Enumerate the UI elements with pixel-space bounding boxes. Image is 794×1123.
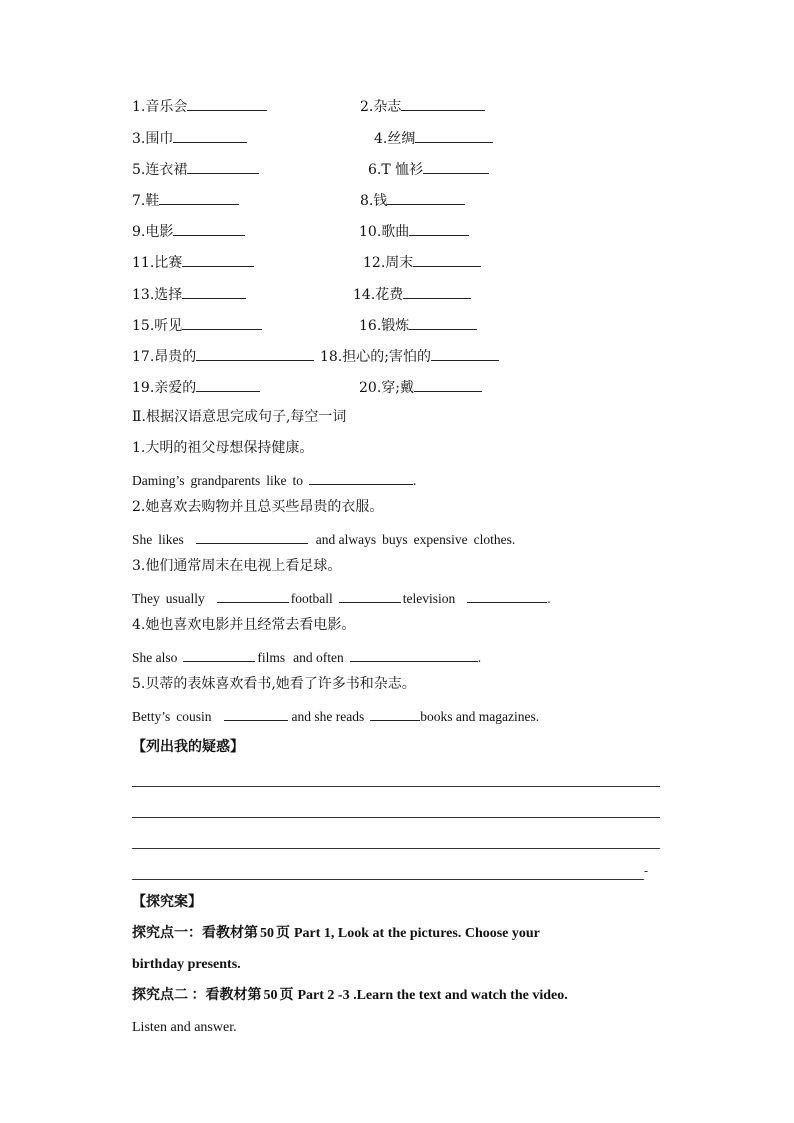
word: football [290,591,333,606]
vocab-item [360,188,465,212]
vocab-item [132,313,262,337]
vocab-row [132,94,692,116]
vocab-row [132,157,692,179]
answer-blank[interactable] [173,219,245,236]
answer-blank[interactable] [182,250,254,267]
word: Daming’s [132,473,185,488]
vocab-item [359,219,469,243]
question-cn: 3.他们通常周末在电视上看足球。 [132,558,342,574]
explore-point-1 [132,923,546,945]
vocab-item [368,157,489,181]
vocab-label: 18.担心的;害怕的 [320,349,431,365]
explore-point-2-cont: Listen and answer. [132,1020,237,1035]
vocab-label: 10.歌曲 [359,224,410,240]
vocab-item [363,250,481,274]
vocab-label: 11.比赛 [132,255,183,271]
answer-blank[interactable] [187,157,259,174]
answer-blank[interactable] [350,645,478,662]
answer-blank[interactable] [409,313,477,330]
vocab-item [132,375,260,399]
answer-blank[interactable] [339,586,401,603]
question-cn: 2.她喜欢去购物并且总买些昂贵的衣服。 [132,499,384,515]
word: expensive [413,532,468,547]
instruction-en: Part 1, Look at the pictures. Choose your [294,926,540,941]
punctuation: . [547,591,551,606]
vocab-item [132,344,314,368]
vocab-label: 15.听见 [132,318,183,334]
vocab-item [132,282,246,306]
vocab-label: 1.音乐会 [132,99,188,115]
answer-blank[interactable] [431,344,499,361]
answer-blank[interactable] [413,250,481,267]
word: like [266,473,287,488]
label-cn: 页 [276,926,290,941]
answer-blank[interactable] [173,126,247,143]
explore-heading: 【探究案】 [132,894,202,910]
punctuation: . [477,650,482,665]
vocab-item [132,250,254,274]
word: usually [165,591,205,606]
vocab-label: 8.钱 [360,193,388,209]
vocab-label: 5.连衣裙 [132,162,188,178]
vocab-label: 16.锻炼 [359,318,410,334]
vocab-label: 20.穿;戴 [359,380,414,396]
word: and often [293,650,344,665]
answer-blank[interactable] [401,94,485,111]
word: and she reads [291,709,365,724]
explore-point-1-cont: birthday presents. [132,957,241,972]
vocab-item [359,375,482,399]
vocab-row [132,126,692,148]
vocab-item [132,219,245,243]
word: clothes. [473,532,516,547]
label-cn: 探究点一：看教材第 [132,926,258,941]
word: and always [315,532,377,547]
instruction-en: Part 2 -3 .Learn the text and watch the video. [297,988,568,1003]
vocab-label: 19.亲爱的 [132,380,197,396]
page-number: 50 [260,926,274,941]
word: films [257,650,286,665]
word: cousin [176,709,212,724]
question-en [132,704,545,728]
vocab-row [132,250,692,272]
answer-blank[interactable] [196,527,308,544]
word: to [292,473,303,488]
punctuation: . [413,473,417,488]
question-en [132,527,521,551]
vocab-label: 6.T 恤衫 [368,162,424,178]
answer-blank[interactable] [423,157,489,174]
answer-blank[interactable] [196,344,314,361]
answer-blank[interactable] [309,468,413,485]
vocab-row [132,188,692,210]
answer-blank[interactable] [187,94,267,111]
vocab-item [320,344,499,368]
answer-blank[interactable] [182,313,262,330]
section-heading: Ⅱ.根据汉语意思完成句子,每空一词 [132,409,347,425]
label-cn: 页 [279,988,294,1003]
word: Betty’s [132,709,171,724]
vocab-label: 2.杂志 [360,99,402,115]
answer-blank[interactable] [467,586,547,603]
label-cn: 探究点二 ：看教材第 [132,988,262,1003]
word: likes [158,532,184,547]
word: She also [132,650,178,665]
answer-blank[interactable] [217,586,289,603]
page-number: 50 [263,988,278,1003]
vocab-row [132,375,692,397]
question-en [132,645,487,669]
vocab-label: 17.昂贵的 [132,349,197,365]
word: buys [382,532,408,547]
question-cn: 4.她也喜欢电影并且经常去看电影。 [132,617,356,633]
question-cn: 5.贝蒂的表妹喜欢看书,她看了许多书和杂志。 [132,676,416,692]
vocab-item [360,94,485,118]
word: books and magazines. [420,709,540,724]
vocab-label: 13.选择 [132,287,183,303]
vocab-item [374,126,493,150]
vocab-item [353,282,471,306]
word: They [132,591,160,606]
vocab-label: 14.花费 [353,287,404,303]
answer-blank[interactable] [183,645,255,662]
answer-line[interactable] [132,879,644,880]
vocab-item [132,94,267,118]
vocab-label: 12.周末 [363,255,414,271]
word: grandparents [190,473,261,488]
vocab-label: 4.丝绸 [374,131,416,147]
vocab-label: 3.围巾 [132,131,174,147]
vocab-label: 9.电影 [132,224,174,240]
vocab-row [132,344,692,366]
answer-line[interactable] [132,786,660,787]
vocab-label: 7.鞋 [132,193,160,209]
answer-blank[interactable] [415,126,493,143]
vocab-row [132,219,692,241]
answer-blank[interactable] [403,282,471,299]
word: She [132,532,153,547]
answer-blank[interactable] [159,188,239,205]
doubts-heading: 【列出我的疑惑】 [132,739,244,755]
answer-blank[interactable] [196,375,260,392]
explore-point-2 [132,985,574,1007]
vocab-item [132,157,259,181]
word: television [402,591,456,606]
trailing-dash: - [644,864,649,878]
answer-blank[interactable] [224,704,288,721]
answer-blank[interactable] [370,704,420,721]
vocab-row [132,282,692,304]
answer-line[interactable] [132,817,660,818]
question-en [132,586,557,610]
vocab-row [132,313,692,335]
question-cn: 1.大明的祖父母想保持健康。 [132,440,314,456]
answer-blank[interactable] [414,375,482,392]
vocab-item [132,126,247,150]
question-en [132,468,422,492]
answer-blank[interactable] [409,219,469,236]
answer-line[interactable] [132,848,660,849]
answer-blank[interactable] [182,282,246,299]
vocab-item [359,313,477,337]
answer-blank[interactable] [387,188,465,205]
vocab-item [132,188,239,212]
